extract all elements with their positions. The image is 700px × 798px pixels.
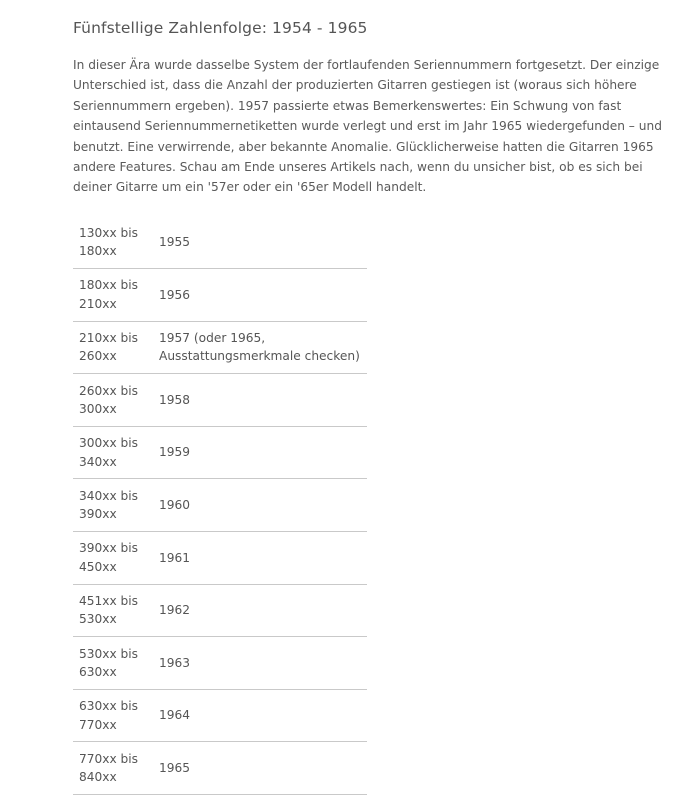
intro-paragraph: In dieser Ära wurde dasselbe System der fortlaufenden Seriennummern fortgesetzt. Der einzige Unterschied ist, dass die Anzahl der produzierten Gitarren gestiegen ist (woraus sich höhere Seriennummern ergeben). 1957 passierte etwas Bemerkenswertes: Ein Schwung von fast eintausend Seriennummernetiketten wurde verlegt und erst im Jahr 1965 wiedergefunden – und benutzt. Eine verwirrende, aber bekannte Anomalie. Glücklicherweise hatten die Gitarren 1965 andere Features. Schau am Ende unseres Artikels nach, wenn du unsicher bist, ob es sich bei deiner Gitarre um ein '57er oder ein '65er Modell handelt.	[73, 58, 662, 195]
serial-range-cell: 451xx bis 530xx	[79, 593, 139, 627]
year-cell: 1960	[159, 498, 191, 513]
table-row	[73, 532, 367, 585]
section-heading: Fünfstellige Zahlenfolge: 1954 - 1965	[73, 19, 368, 37]
serial-number-table	[73, 216, 367, 795]
year-cell: 1957 (oder 1965, Ausstattungsmerkmale checken)	[159, 330, 360, 364]
serial-range-cell: 300xx bis 340xx	[79, 436, 139, 469]
table-row	[73, 321, 367, 374]
table-row	[73, 479, 367, 532]
serial-range-cell: 530xx bis 630xx	[79, 646, 139, 680]
serial-range-cell: 210xx bis 260xx	[79, 330, 139, 364]
serial-range-cell: 260xx bis 300xx	[79, 383, 139, 417]
year-cell: 1958	[159, 392, 191, 407]
year-cell: 1956	[159, 287, 191, 302]
table-row	[73, 742, 367, 795]
serial-range-cell: 130xx bis 180xx	[79, 225, 139, 259]
year-cell: 1962	[159, 603, 191, 618]
year-cell: 1963	[159, 655, 191, 670]
year-cell: 1959	[159, 445, 191, 460]
table-row	[73, 374, 367, 427]
table-row	[73, 637, 367, 690]
table-row	[73, 216, 367, 269]
serial-range-cell: 340xx bis 390xx	[79, 488, 139, 522]
table-row	[73, 584, 367, 637]
table-row	[73, 689, 367, 742]
serial-range-cell: 630xx bis 770xx	[79, 699, 139, 732]
year-cell: 1965	[159, 760, 191, 775]
table-row	[73, 426, 367, 479]
serial-range-cell: 770xx bis 840xx	[79, 751, 139, 785]
year-cell: 1964	[159, 708, 191, 723]
year-cell: 1955	[159, 234, 191, 249]
year-cell: 1961	[159, 550, 191, 565]
table-row	[73, 269, 367, 322]
serial-range-cell: 390xx bis 450xx	[79, 541, 139, 574]
serial-range-cell: 180xx bis 210xx	[79, 278, 139, 311]
